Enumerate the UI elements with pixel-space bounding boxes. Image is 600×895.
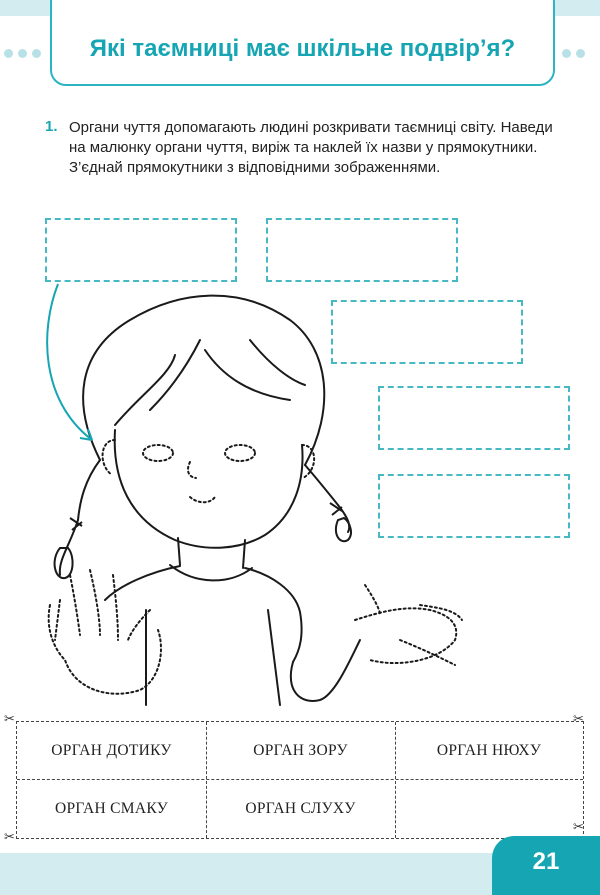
page-number: 21	[532, 848, 560, 875]
task-number: 1.	[45, 118, 58, 135]
task-instructions: Органи чуття допомагають людині розкривати таємниці світу. Наведи на малюнку органи чуття, виріж та наклей їх назви у прямокутники. З’єднай прямокутники з відповідними зображеннями.	[69, 119, 553, 176]
page-title: Які таємниці має шкільне подвір’я?	[89, 35, 516, 62]
card-smell[interactable]: ОРГАН НЮХУ	[436, 741, 542, 759]
scissors-icon: ✂	[4, 711, 15, 726]
card-hearing[interactable]: ОРГАН СЛУХУ	[245, 799, 356, 817]
scissors-icon: ✂	[573, 711, 584, 726]
card-touch[interactable]: ОРГАН ДОТИКУ	[51, 741, 172, 759]
card-sight[interactable]: ОРГАН ЗОРУ	[253, 741, 348, 759]
scissors-icon: ✂	[4, 829, 15, 844]
scissors-icon: ✂	[573, 819, 584, 834]
card-taste[interactable]: ОРГАН СМАКУ	[55, 799, 168, 817]
cut-out-cards	[16, 721, 584, 839]
card-empty	[395, 779, 583, 838]
